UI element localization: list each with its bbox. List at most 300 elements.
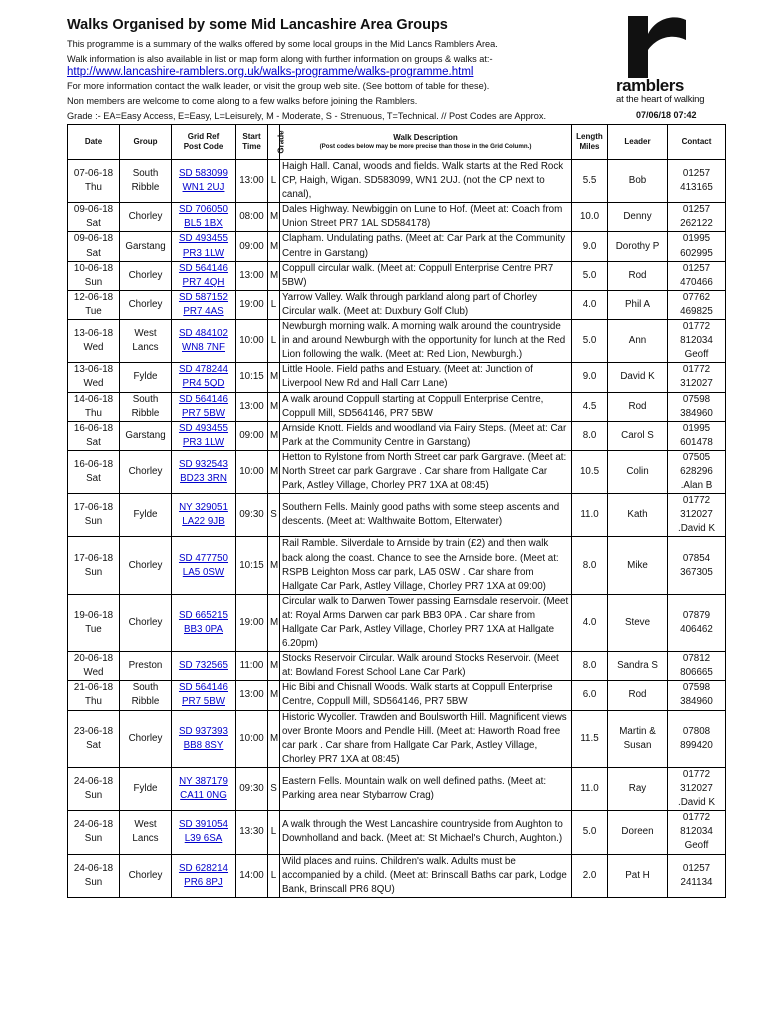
- cell-date: [68, 681, 120, 710]
- cell-date: [68, 494, 120, 537]
- cell-text: 13:00: [239, 175, 264, 187]
- cell-text: 09:30: [239, 509, 264, 521]
- cell-text: 08:00: [239, 211, 264, 223]
- cell-length: [572, 811, 608, 854]
- cell-grid-ref: [172, 767, 236, 810]
- cell-text: 11.0: [580, 509, 599, 521]
- cell-text: 01257 470466: [680, 262, 713, 288]
- cell-description: [280, 710, 572, 767]
- postcode-link[interactable]: L39 6SA: [184, 833, 223, 845]
- cell-leader: [608, 392, 668, 421]
- cell-grade: [268, 261, 280, 290]
- cell-contact: [668, 363, 726, 392]
- cell-text: A walk around Coppull starting at Coppull Enterprise Centre, Coppull Mill, SD564146, PR7 5BW: [282, 393, 544, 419]
- grid-ref-link[interactable]: SD 665215: [178, 609, 229, 621]
- cell-text: M: [270, 240, 279, 252]
- cell-text: Dales Highway. Newbiggin on Lune to Hof. (Meet at: Coach from Union Street PR7 1AL SD584178): [282, 204, 563, 230]
- cell-text: 14-06-18: [73, 393, 114, 405]
- cell-text: Chorley: [128, 269, 163, 281]
- intro-non-members: Non members are welcome to come along to a few walks before joining the Ramblers.: [67, 96, 418, 106]
- postcode-link[interactable]: LA5 0SW: [182, 566, 225, 578]
- walks-programme-link[interactable]: http://www.lancashire-ramblers.org.uk/walks-programme/walks-programme.html: [67, 66, 474, 78]
- cell-text: M: [270, 269, 279, 281]
- grid-ref-link[interactable]: SD 564146: [178, 262, 229, 274]
- postcode-link[interactable]: PR7 5BW: [181, 407, 225, 419]
- cell-text: Sat: [86, 739, 101, 751]
- grid-ref-link[interactable]: NY 329051: [179, 502, 228, 514]
- cell-date: [68, 203, 120, 232]
- cell-length: [572, 160, 608, 203]
- cell-text: 11.0: [580, 783, 599, 795]
- cell-grid-ref: [172, 681, 236, 710]
- cell-text: 19-06-18: [73, 609, 114, 621]
- cell-text: M: [270, 660, 279, 672]
- cell-text: M: [270, 689, 279, 701]
- cell-description: [280, 261, 572, 290]
- cell-description: [280, 290, 572, 319]
- postcode-link[interactable]: PR7 5BW: [181, 696, 225, 708]
- cell-length: [572, 421, 608, 450]
- cell-text: South Ribble: [131, 682, 160, 708]
- cell-text: 10:00: [239, 335, 264, 347]
- cell-text: Colin: [626, 465, 649, 477]
- cell-leader: [608, 421, 668, 450]
- cell-text: Wed: [83, 667, 104, 679]
- grid-ref-link[interactable]: SD 932543: [178, 458, 229, 470]
- grid-ref-link[interactable]: SD 477750: [178, 552, 229, 564]
- cell-start-time: [236, 232, 268, 261]
- table-row: [68, 854, 726, 897]
- postcode-link[interactable]: BD23 3RN: [180, 473, 227, 485]
- grid-ref-link[interactable]: SD 493455: [178, 233, 229, 245]
- cell-text: 13-06-18: [73, 364, 114, 376]
- cell-text: L: [270, 298, 277, 310]
- cell-text: 21-06-18: [73, 682, 114, 694]
- cell-text: M: [270, 371, 279, 383]
- cell-text: 07762 469825: [680, 291, 713, 317]
- grid-ref-link[interactable]: SD 478244: [178, 364, 229, 376]
- cell-date: [68, 320, 120, 363]
- grid-ref-link[interactable]: SD 732565: [178, 660, 229, 672]
- cell-text: 01772 312027 .David K: [677, 768, 716, 809]
- postcode-link[interactable]: PR6 8PJ: [184, 876, 223, 888]
- cell-group: [120, 203, 172, 232]
- cell-group: [120, 363, 172, 392]
- cell-leader: [608, 450, 668, 493]
- cell-text: Kath: [627, 509, 648, 521]
- cell-contact: [668, 232, 726, 261]
- cell-text: 09:00: [239, 240, 264, 252]
- cell-text: Sat: [86, 436, 101, 448]
- cell-text: 07854 367305: [680, 552, 713, 578]
- cell-text: Martin & Susan: [619, 725, 656, 751]
- table-row: [68, 261, 726, 290]
- cell-description: [280, 232, 572, 261]
- print-timestamp: 07/06/18 07:42: [636, 110, 697, 120]
- cell-group: [120, 261, 172, 290]
- cell-contact: [668, 261, 726, 290]
- cell-group: [120, 854, 172, 897]
- walks-table: [67, 124, 726, 898]
- postcode-link[interactable]: PR7 4QH: [182, 276, 225, 288]
- cell-description: [280, 203, 572, 232]
- cell-start-time: [236, 392, 268, 421]
- table-row: [68, 450, 726, 493]
- cell-text: A walk through the West Lancashire countryside from Aughton to Downholland and back. (Meet at: St Michael's Church, Aughton.): [282, 819, 563, 845]
- cell-text: Historic Wycoller. Trawden and Boulsworth Hill. Magnificent views over Bronte Moors and Pendle Hill. (Meet at: Haworth Road free car park . Car share from Hallgate Car Park, Astley Village, Chorley PR7 1XA at 08:45): [282, 711, 567, 765]
- cell-text: Wild places and ruins. Children's walk. Adults must be accompanied by a child. (Meet at: Brinscall Baths car park, Lodge Bank, Brinscall PR6 8QU): [282, 855, 567, 895]
- cell-description: [280, 363, 572, 392]
- cell-text: M: [270, 616, 279, 628]
- cell-length: [572, 363, 608, 392]
- cell-text: 13:00: [239, 269, 264, 281]
- col-grade: Grade: [268, 125, 280, 160]
- cell-text: 07598 384960: [680, 682, 713, 708]
- cell-grid-ref: [172, 232, 236, 261]
- cell-text: Sun: [84, 276, 103, 288]
- cell-contact: [668, 160, 726, 203]
- cell-text: Pat H: [625, 869, 650, 881]
- cell-grade: [268, 320, 280, 363]
- cell-text: 14:00: [239, 869, 264, 881]
- cell-grade: [268, 450, 280, 493]
- cell-text: Rod: [628, 269, 647, 281]
- cell-start-time: [236, 537, 268, 594]
- cell-leader: [608, 160, 668, 203]
- cell-group: [120, 494, 172, 537]
- cell-text: Sun: [84, 790, 103, 802]
- cell-description: [280, 392, 572, 421]
- table-header-row: [68, 125, 726, 160]
- cell-date: [68, 363, 120, 392]
- cell-description: [280, 537, 572, 594]
- cell-text: 10:15: [239, 371, 264, 383]
- cell-text: M: [270, 465, 279, 477]
- cell-contact: [668, 594, 726, 651]
- cell-text: Fylde: [133, 783, 158, 795]
- cell-grid-ref: [172, 392, 236, 421]
- grid-ref-link[interactable]: SD 628214: [178, 862, 229, 874]
- cell-date: [68, 537, 120, 594]
- cell-text: M: [270, 732, 279, 744]
- intro-info: Walk information is also available in list or map form along with further information on groups & walks at:-: [67, 54, 493, 64]
- grid-ref-link[interactable]: SD 583099: [178, 168, 229, 180]
- cell-contact: [668, 203, 726, 232]
- cell-text: Hic Bibi and Chisnall Woods. Walk starts at Coppull Enterprise Centre, Coppull Mill, SD564146, PR7 5BW: [282, 682, 553, 708]
- cell-text: 01772 812034 Geoff: [680, 321, 713, 361]
- cell-contact: [668, 392, 726, 421]
- cell-text: 07879 406462: [680, 609, 713, 635]
- cell-text: 07-06-18: [73, 168, 114, 180]
- cell-text: Denny: [623, 211, 652, 223]
- cell-grid-ref: [172, 494, 236, 537]
- cell-date: [68, 652, 120, 681]
- cell-start-time: [236, 681, 268, 710]
- table-row: [68, 767, 726, 810]
- cell-group: [120, 681, 172, 710]
- cell-group: [120, 811, 172, 854]
- cell-group: [120, 767, 172, 810]
- cell-text: 4.0: [582, 616, 597, 628]
- cell-grid-ref: [172, 652, 236, 681]
- cell-text: 10:15: [239, 559, 264, 571]
- col-description: Walk Description (Post codes below may be more precise than those in the Grid Column.): [280, 125, 572, 160]
- cell-length: [572, 320, 608, 363]
- cell-text: Fylde: [133, 371, 158, 383]
- cell-length: [572, 710, 608, 767]
- cell-text: M: [270, 211, 279, 223]
- cell-text: South Ribble: [131, 393, 160, 419]
- cell-text: Thu: [85, 182, 102, 194]
- cell-leader: [608, 811, 668, 854]
- col-group: Group: [120, 125, 172, 160]
- cell-start-time: [236, 494, 268, 537]
- cell-text: South Ribble: [131, 168, 160, 194]
- cell-text: 10:00: [239, 732, 264, 744]
- cell-leader: [608, 767, 668, 810]
- cell-text: 07808 899420: [680, 725, 713, 751]
- cell-text: 10.5: [579, 465, 600, 477]
- cell-length: [572, 494, 608, 537]
- intro-contact: For more information contact the walk leader, or visit the group web site. (See bottom of table for these).: [67, 81, 490, 91]
- cell-contact: [668, 652, 726, 681]
- cell-date: [68, 290, 120, 319]
- cell-group: [120, 160, 172, 203]
- cell-grid-ref: [172, 594, 236, 651]
- cell-text: 24-06-18: [73, 775, 114, 787]
- cell-grade: [268, 537, 280, 594]
- cell-start-time: [236, 450, 268, 493]
- cell-length: [572, 594, 608, 651]
- cell-text: 12-06-18: [73, 291, 114, 303]
- cell-text: 17-06-18: [73, 502, 114, 514]
- cell-text: Sat: [86, 218, 101, 230]
- cell-text: 10-06-18: [73, 262, 114, 274]
- cell-text: 11.5: [580, 732, 599, 744]
- cell-group: [120, 421, 172, 450]
- col-contact: Contact: [668, 125, 726, 160]
- postcode-link[interactable]: PR3 1LW: [182, 247, 225, 259]
- cell-date: [68, 710, 120, 767]
- grid-ref-link[interactable]: NY 387179: [179, 775, 228, 787]
- walks-table-body: [68, 160, 726, 898]
- logo-wordmark: ramblers: [616, 76, 684, 95]
- cell-start-time: [236, 767, 268, 810]
- cell-text: 01772 312027: [680, 364, 713, 390]
- cell-text: Newburgh morning walk. A morning walk around the countryside in and around Newburgh with the opportunity for lunch at the Red Lion following the walk. (Meet at: Red Lion, Newburgh.): [282, 321, 566, 361]
- cell-text: Sandra S: [617, 660, 658, 672]
- grid-ref-link[interactable]: SD 493455: [178, 422, 229, 434]
- cell-text: 13-06-18: [73, 328, 114, 340]
- grid-ref-link[interactable]: SD 391054: [178, 819, 229, 831]
- cell-grid-ref: [172, 363, 236, 392]
- cell-text: Sat: [86, 247, 101, 259]
- cell-text: 07598 384960: [680, 393, 713, 419]
- table-row: [68, 594, 726, 651]
- cell-text: Wed: [83, 342, 104, 354]
- cell-date: [68, 421, 120, 450]
- cell-text: 8.0: [582, 559, 597, 571]
- cell-leader: [608, 537, 668, 594]
- cell-length: [572, 767, 608, 810]
- cell-text: L: [270, 869, 277, 881]
- cell-date: [68, 854, 120, 897]
- cell-contact: [668, 494, 726, 537]
- cell-text: Tue: [85, 624, 102, 635]
- cell-text: Eastern Fells. Mountain walk on well defined paths. (Meet at: Parking area near Stybarrow Crag): [282, 775, 547, 802]
- cell-leader: [608, 710, 668, 767]
- cell-text: 6.0: [582, 689, 597, 701]
- cell-text: Rod: [628, 400, 647, 412]
- cell-date: [68, 594, 120, 651]
- col-date: Date: [68, 125, 120, 160]
- cell-date: [68, 261, 120, 290]
- cell-text: 17-06-18: [73, 552, 114, 564]
- cell-date: [68, 232, 120, 261]
- cell-text: Doreen: [621, 826, 654, 838]
- table-row: [68, 811, 726, 854]
- cell-description: [280, 811, 572, 854]
- cell-text: 5.0: [582, 335, 597, 347]
- col-start-time: Start Time: [236, 125, 268, 160]
- cell-date: [68, 767, 120, 810]
- table-row: [68, 363, 726, 392]
- cell-grid-ref: [172, 421, 236, 450]
- cell-description: [280, 681, 572, 710]
- cell-contact: [668, 710, 726, 767]
- cell-date: [68, 392, 120, 421]
- cell-grid-ref: [172, 537, 236, 594]
- intro-summary: This programme is a summary of the walks offered by some local groups in the Mid Lancs Ramblers Area.: [67, 39, 498, 49]
- cell-description: [280, 494, 572, 537]
- cell-text: M: [270, 400, 279, 412]
- cell-text: Thu: [85, 407, 102, 419]
- table-row: [68, 494, 726, 537]
- cell-grid-ref: [172, 854, 236, 897]
- table-row: [68, 681, 726, 710]
- cell-text: Ray: [628, 783, 647, 795]
- cell-group: [120, 710, 172, 767]
- cell-text: Chorley: [128, 559, 163, 571]
- postcode-link[interactable]: LA22 9JB: [182, 516, 225, 528]
- cell-length: [572, 290, 608, 319]
- cell-description: [280, 854, 572, 897]
- grid-ref-link[interactable]: SD 937393: [178, 725, 229, 737]
- postcode-link[interactable]: BB8 8SY: [183, 739, 224, 751]
- cell-start-time: [236, 363, 268, 392]
- postcode-link[interactable]: WN8 7NF: [181, 342, 225, 354]
- cell-text: S: [270, 509, 277, 521]
- cell-description: [280, 421, 572, 450]
- cell-grade: [268, 652, 280, 681]
- cell-text: Phil A: [624, 298, 651, 310]
- cell-text: Clapham. Undulating paths. (Meet at: Car Park at the Community Centre in Garstang): [282, 233, 566, 259]
- cell-text: 13:00: [239, 689, 264, 701]
- cell-text: Sat: [86, 473, 101, 485]
- cell-grade: [268, 290, 280, 319]
- cell-leader: [608, 681, 668, 710]
- cell-group: [120, 652, 172, 681]
- grid-ref-link[interactable]: SD 484102: [178, 328, 229, 340]
- cell-text: David K: [620, 371, 655, 383]
- cell-contact: [668, 854, 726, 897]
- cell-leader: [608, 261, 668, 290]
- cell-text: 9.0: [582, 371, 597, 383]
- cell-start-time: [236, 290, 268, 319]
- cell-group: [120, 537, 172, 594]
- cell-text: Fylde: [133, 509, 158, 521]
- cell-text: 01995 602995: [680, 233, 713, 259]
- cell-text: Sun: [84, 833, 103, 845]
- postcode-link[interactable]: WN1 2UJ: [182, 182, 225, 194]
- cell-group: [120, 450, 172, 493]
- cell-text: Mike: [627, 559, 648, 571]
- postcode-link[interactable]: CA11 0NG: [180, 790, 227, 802]
- ramblers-r-icon: [628, 14, 688, 78]
- cell-text: West Lancs: [132, 819, 159, 845]
- cell-text: Hetton to Rylstone from North Street car park Gargrave. (Meet at: North Street car park Gargrave . Car share from Hallgate Car Park, Astley Village, Chorley PR7 1XA at 08:45): [282, 451, 567, 492]
- cell-text: 4.0: [582, 298, 597, 310]
- postcode-link[interactable]: BL5 1BX: [184, 218, 223, 230]
- cell-text: Chorley: [128, 298, 163, 310]
- cell-text: Sun: [84, 876, 103, 888]
- grid-ref-link[interactable]: SD 564146: [178, 682, 229, 694]
- cell-start-time: [236, 421, 268, 450]
- grid-ref-link[interactable]: SD 706050: [178, 204, 229, 216]
- cell-text: Carol S: [621, 429, 654, 441]
- cell-text: 11:00: [239, 660, 264, 672]
- cell-grid-ref: [172, 261, 236, 290]
- postcode-link[interactable]: PR4 5QD: [182, 378, 225, 390]
- cell-start-time: [236, 261, 268, 290]
- cell-start-time: [236, 652, 268, 681]
- cell-grid-ref: [172, 160, 236, 203]
- cell-grid-ref: [172, 203, 236, 232]
- cell-leader: [608, 363, 668, 392]
- grid-ref-link[interactable]: SD 564146: [178, 393, 229, 405]
- cell-text: Arnside Knott. Fields and woodland via Fairy Steps. (Meet at: Car Park at the Community Centre in Garstang): [282, 422, 567, 448]
- cell-text: 2.0: [582, 869, 597, 881]
- col-grid-ref: Grid Ref Post Code: [172, 125, 236, 160]
- grid-ref-link[interactable]: SD 587152: [178, 291, 229, 303]
- table-row: [68, 652, 726, 681]
- cell-leader: [608, 854, 668, 897]
- cell-text: Yarrow Valley. Walk through parkland along part of Chorley Circular walk. (Meet at: Duxbury Golf Club): [282, 291, 538, 317]
- cell-description: [280, 767, 572, 810]
- cell-text: Preston: [128, 660, 163, 672]
- table-row: [68, 203, 726, 232]
- cell-text: Tue: [85, 305, 102, 317]
- table-row: [68, 160, 726, 203]
- cell-contact: [668, 767, 726, 810]
- cell-grid-ref: [172, 710, 236, 767]
- cell-text: 5.0: [582, 826, 597, 838]
- cell-grade: [268, 363, 280, 392]
- table-row: [68, 392, 726, 421]
- cell-grid-ref: [172, 811, 236, 854]
- postcode-link[interactable]: BB3 0PA: [183, 624, 224, 635]
- postcode-link[interactable]: PR7 4AS: [183, 305, 224, 317]
- cell-grade: [268, 710, 280, 767]
- table-row: [68, 232, 726, 261]
- cell-text: Thu: [85, 696, 102, 708]
- cell-text: 5.0: [582, 269, 597, 281]
- cell-text: 8.0: [582, 429, 597, 441]
- cell-leader: [608, 652, 668, 681]
- cell-text: L: [270, 335, 277, 347]
- postcode-link[interactable]: PR3 1LW: [182, 436, 225, 448]
- cell-text: Haigh Hall. Canal, woods and fields. Walk starts at the Red Rock CP, Haigh, Wigan. SD583099, WN1 2UJ. (not the CP next to canal),: [282, 161, 564, 201]
